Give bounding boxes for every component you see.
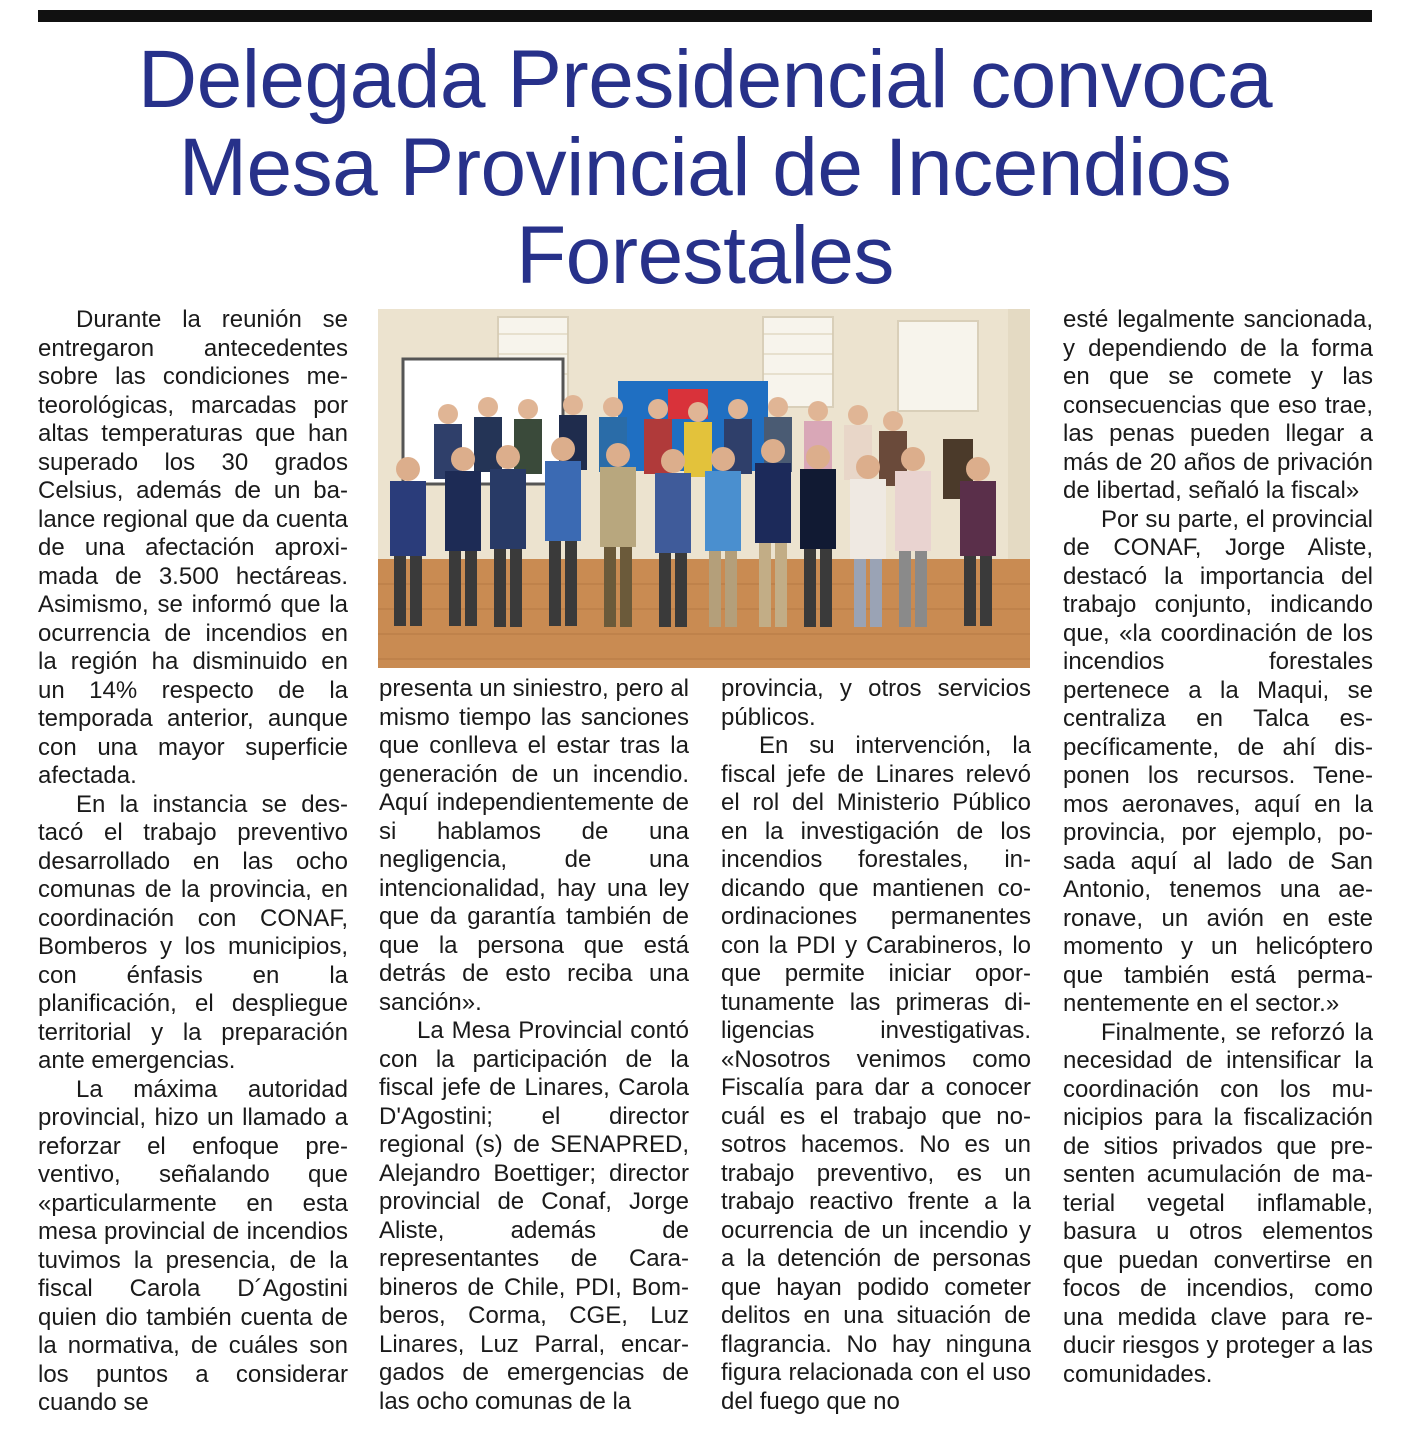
- paragraph: Durante la reunión se entregaron antecedentes sobre las condiciones meteorológicas, marcadas por altas temperaturas que han superado los 30 grados Celsius, además de un balance regional que da cuenta de una afectación aproximada de 3.500 hectáreas. Asimismo, se informó que la ocurrencia de incendios en la región ha disminuido en un 14% respecto de la temporada anterior, aunque con una mayor superficie afectada.: [38, 306, 348, 789]
- paragraph: En su intervención, la fiscal jefe de Linares relevó el rol del Ministerio Público en la investigación de los incendios forestales, indicando que mantienen coordinaciones permanentes con la PDI y Carabineros, lo que permite iniciar oportunamente las primeras diligencias investigativas. «Nosotros venimos como Fiscalía para dar a conocer cuál es el trabajo que nosotros hacemos. No es un trabajo preventivo, es un trabajo reactivo frente a la ocurrencia de un incendio y a la detención de personas que hayan podido cometer delitos en una situación de flagrancia. No hay ninguna figura relacionada con el uso del fuego que no: [721, 732, 1031, 1415]
- article-column-4: [1063, 306, 1373, 1389]
- paragraph: La Mesa Provincial contó con la participación de la fiscal jefe de Linares, Carola D'Agostini; el director regional (s) de SENAPRED, Alejandro Boettiger; director provincial de Conaf, Jorge Aliste, además de representantes de Carabineros de Chile, PDI, Bomberos, Corma, CGE, Luz Linares, Luz Parral, encargados de emergencias de las ocho comunas de la: [379, 1017, 689, 1415]
- headline-line-2: Mesa Provincial de Incendios: [178, 122, 1232, 213]
- headline: [40, 36, 1370, 300]
- paragraph: provincia, y otros servicios públicos.: [721, 675, 1031, 731]
- paragraph: En la instancia se destacó el trabajo preventivo desarrollado en las ocho comunas de la provincia, en coordinación con CONAF, Bomberos y los municipios, con énfasis en la planificación, el despliegue territorial y la preparación ante emergencias.: [38, 790, 348, 1074]
- paragraph: Por su parte, el provincial de CONAF, Jorge Aliste, destacó la importancia del trabajo conjunto, indicando que, «la coordinación de los incendios forestales pertenece a la Maqui, se centraliza en Talca específicamente, de ahí disponen los recursos. Tenemos aeronaves, aquí en la provincia, por ejemplo, posada aquí al lado de San Antonio, tenemos una aeronave, un avión en este momento y un helicóptero que también está permanentemente en el sector.»: [1063, 505, 1373, 1017]
- headline-line-1: Delegada Presidencial convoca: [137, 34, 1273, 125]
- headline-line-3: Forestales: [516, 210, 894, 301]
- article-column-1: [38, 306, 348, 1418]
- paragraph: presenta un siniestro, pero al mismo tiempo las sanciones que conlleva el estar tras la generación de un incendio. Aquí independientemente de si hablamos de una negligencia, de una intencionalidad, hay una ley que da garantía también de que la persona que está detrás de esto reciba una sanción».: [379, 675, 689, 1016]
- group-photo: [378, 309, 1030, 668]
- article-column-2: [379, 675, 689, 1416]
- article-column-3: [721, 675, 1031, 1416]
- group-photo-illustration: [378, 309, 1030, 668]
- top-rule: [38, 10, 1372, 22]
- paragraph: La máxima autoridad provincial, hizo un llamado a reforzar el enfoque preventivo, señalando que «particularmente en esta mesa provincial de incendios tuvimos la presencia, de la fiscal Carola D´Agostini quien dio también cuenta de la normativa, de cuáles son los puntos a considerar cuando se: [38, 1075, 348, 1416]
- paragraph: Finalmente, se reforzó la necesidad de intensificar la coordinación con los municipios para la fiscalización de sitios privados que presenten acumulación de material vegetal inflamable, basura u otros elementos que puedan convertirse en focos de incendios, como una medida clave para reducir riesgos y proteger a las comunidades.: [1063, 1018, 1373, 1388]
- paragraph: esté legalmente sancionada, y dependiendo de la forma en que se comete y las consecuencias que eso trae, las penas pueden llegar a más de 20 años de privación de libertad, señaló la fiscal»: [1063, 306, 1373, 504]
